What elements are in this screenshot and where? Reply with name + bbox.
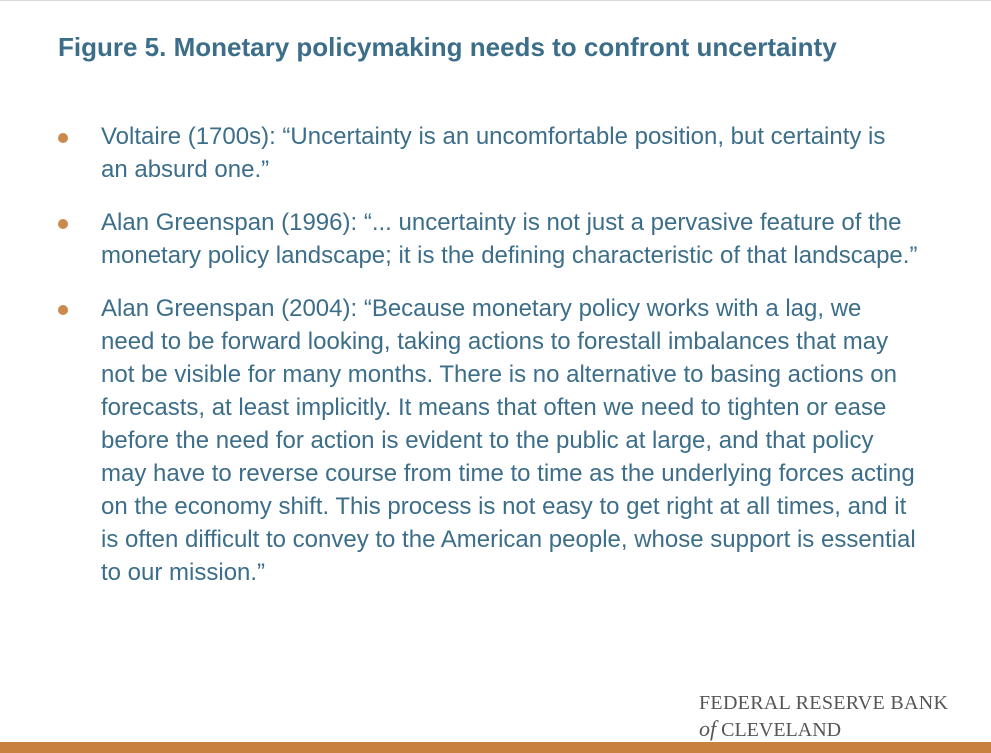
bullet-text: Voltaire (1700s): “Uncertainty is an uncomfortable position, but certainty is an absurd one.” [101,123,886,183]
logo-line-cleveland [699,716,969,743]
bullet-dot-icon [58,133,68,143]
slide-title: Figure 5. Monetary policymaking needs to confront uncertainty [58,32,837,62]
bullet-item-greenspan-2004 [58,292,918,589]
bullet-text: Alan Greenspan (1996): “... uncertainty is not just a pervasive feature of the monetary policy landscape; it is the defining characteristic of that landscape.” [101,209,918,269]
bullet-dot-icon [58,219,68,229]
bullet-item-greenspan-1996 [58,206,918,272]
bullet-dot-icon [58,305,68,315]
bullet-text: Alan Greenspan (2004): “Because monetary policy works with a lag, we need to be forward looking, taking actions to forestall imbalances that may not be visible for many months. There is no alternative to basing actions on forecasts, at least implicitly. It means that often we need to tighten or ease before the need for action is evident to the public at large, and that policy may have to reverse course from time to time as the underlying forces acting on the economy shift. This process is not easy to get right at all times, and it is often difficult to convey to the American people, whose support is essential to our mission.” [101,295,916,586]
footer-bar [0,742,991,753]
logo-of: of [699,716,717,741]
logo-line-federal-reserve-bank: FEDERAL RESERVE BANK [699,692,949,714]
fed-cleveland-logo [699,690,969,743]
bullet-item-voltaire [58,120,918,186]
logo-cleveland: CLEVELAND [721,719,842,741]
bullet-list [58,120,918,609]
